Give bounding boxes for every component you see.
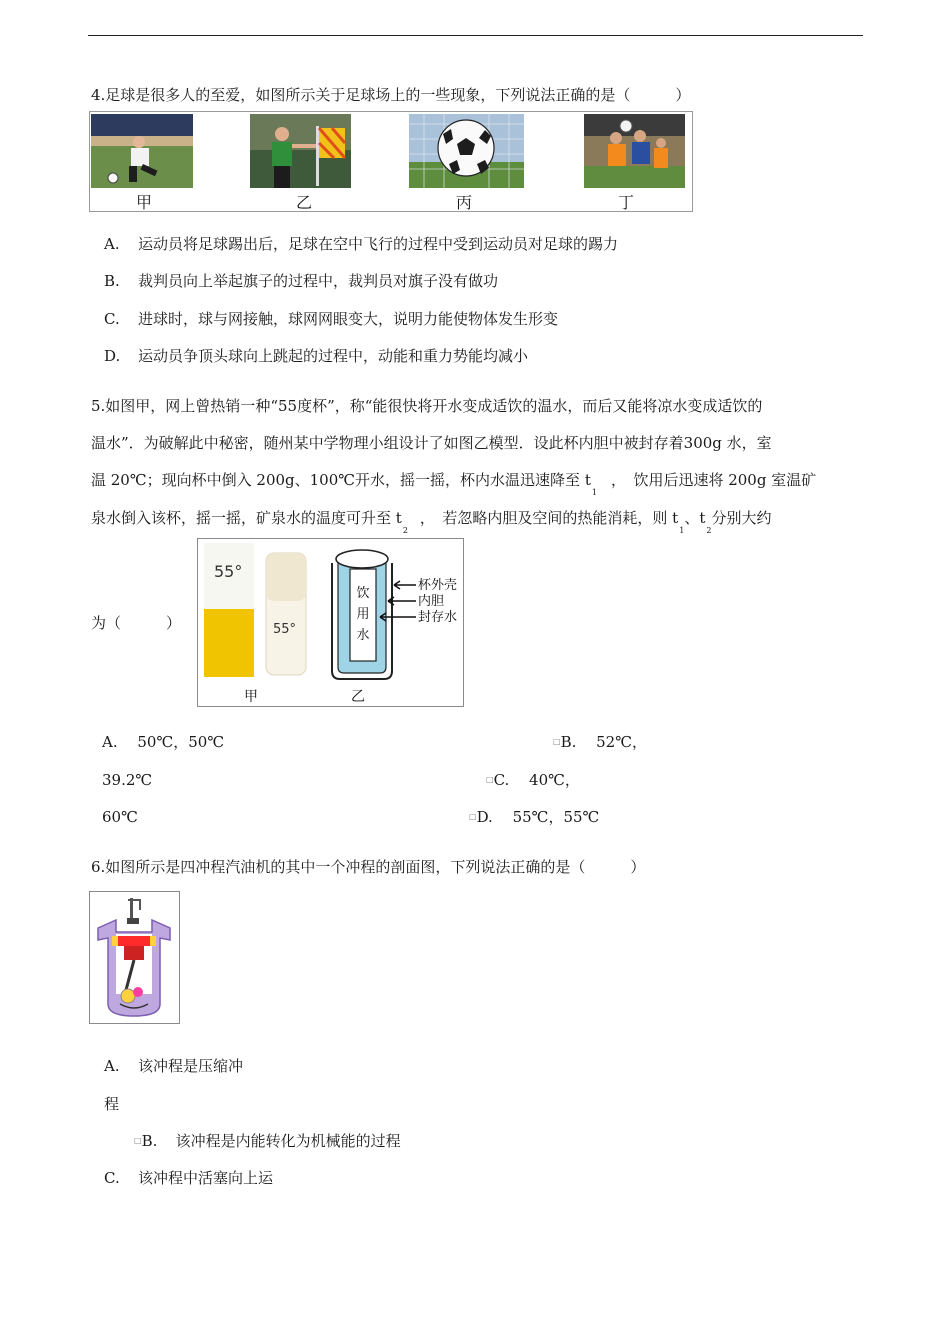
q4-caption-bing: 丙: [456, 193, 473, 212]
option-letter: A.: [104, 235, 120, 253]
q4-photo-yi: [250, 114, 351, 188]
subscript-2: 2: [402, 526, 408, 535]
q4-caption-ding: 丁: [618, 193, 635, 212]
q6-option-a-tail: 程: [104, 1095, 120, 1113]
marker-glyph: □: [134, 1136, 142, 1145]
subscript-2: 2: [706, 526, 712, 535]
option-text: 该冲程是内能转化为机械能的过程: [175, 1132, 401, 1150]
drink-text-3: 水: [356, 628, 370, 643]
q5-stem-line-1: 5.如图甲，网上曾热销一种“55度杯”，称“能很快将开水变成适饮的温水，而后又能将凉水变成适饮的: [91, 397, 763, 415]
q4-option-c: [104, 309, 558, 329]
annotation-sealed-water: 封存水: [418, 610, 458, 625]
q5-figure: [197, 538, 464, 707]
q5-figure-drawing: [198, 539, 463, 706]
q4-option-b: [104, 271, 498, 291]
q4-caption-yi: 乙: [296, 193, 313, 212]
q6-option-a: [104, 1056, 243, 1076]
q6-engine-figure: [89, 891, 180, 1024]
q5-line3-text: 温 20℃；现向杯中倒入 200g、100℃开水，摇一摇，杯内水温迅速降至 t: [91, 471, 591, 489]
option-text: 运动员争顶头球向上跳起的过程中，动能和重力势能均减小: [138, 347, 529, 365]
option-text: 该冲程中活塞向上运: [138, 1169, 274, 1187]
option-letter: B.: [104, 272, 120, 290]
drink-text-2: 用: [356, 607, 370, 622]
cup-label-large: 55°: [214, 562, 243, 581]
q5-caption-jia: 甲: [244, 689, 258, 705]
q4-photo-jia: [91, 114, 193, 188]
q4-photo-bing: [409, 114, 524, 188]
header-rule: [88, 35, 863, 36]
option-letter: C.: [104, 1169, 120, 1187]
q6-option-b: [134, 1131, 401, 1151]
annotation-inner-liner: 内胆: [418, 594, 445, 609]
q6-option-c: [104, 1168, 273, 1188]
q5-line4-text: 泉水倒入该杯，摇一摇，矿泉水的温度可升至 t: [91, 509, 402, 527]
subscript-1: 1: [679, 526, 685, 535]
q4-caption-jia: 甲: [136, 193, 153, 212]
annotation-outer-shell: 杯外壳: [418, 578, 458, 593]
option-text: B. 52℃，: [560, 733, 647, 751]
option-letter: D.: [104, 347, 121, 365]
q5-option-b: [553, 732, 647, 752]
option-letter: C.: [104, 310, 120, 328]
drink-text-1: 饮: [356, 586, 370, 601]
subscript-1: 1: [591, 488, 597, 497]
option-text: C. 40℃，: [493, 771, 580, 789]
marker-glyph: □: [469, 812, 477, 821]
q5-line4-end: 分别大约: [711, 509, 772, 527]
engine-cross-section-drawing: [90, 892, 179, 1023]
option-text: 进球时，球与网接触，球网网眼变大，说明力能使物体发生形变: [138, 310, 559, 328]
q5-option-b-tail: 39.2℃: [102, 771, 153, 789]
q4-option-d: [104, 346, 528, 366]
option-text: 该冲程是压缩冲: [138, 1057, 244, 1075]
marker-glyph: □: [486, 775, 494, 784]
option-text: 裁判员向上举起旗子的过程中，裁判员对旗子没有做功: [138, 272, 499, 290]
option-text: D. 55℃，55℃: [476, 808, 600, 826]
q5-option-c-tail: 60℃: [102, 808, 138, 826]
q5-option-c: [486, 770, 580, 790]
q4-figure-strip: [89, 111, 693, 212]
q5-line3-tail: ， 饮用后迅速将 200g 室温矿: [610, 471, 817, 489]
q5-caption-yi: 乙: [351, 689, 365, 705]
q5-option-a: A. 50℃，50℃: [102, 733, 225, 751]
option-letter: B.: [141, 1132, 158, 1150]
q5-stem-line-3: [91, 470, 816, 497]
cup-label-small: 55°: [273, 622, 297, 637]
q5-stem-line-4: [91, 508, 771, 535]
q5-option-d: [469, 807, 599, 827]
q5-stem-line-5: 为（ ）: [91, 614, 182, 632]
q4-option-a: [104, 234, 618, 254]
q5-stem-line-2: 温水”．为破解此中秘密，随州某中学物理小组设计了如图乙模型．设此杯内胆中被封存着300g 水，室: [91, 434, 772, 452]
q4-stem: 4.足球是很多人的至爱，如图所示关于足球场上的一些现象，下列说法正确的是（ ）: [91, 86, 691, 104]
q6-stem: 6.如图所示是四冲程汽油机的其中一个冲程的剖面图，下列说法正确的是（ ）: [91, 858, 646, 876]
q4-photo-ding: [584, 114, 685, 188]
marker-glyph: □: [553, 737, 561, 746]
option-text: 运动员将足球踢出后，足球在空中飞行的过程中受到运动员对足球的踢力: [138, 235, 619, 253]
option-letter: A.: [104, 1057, 120, 1075]
q5-line4-mid: ， 若忽略内胆及空间的热能消耗，则 t: [419, 509, 679, 527]
q5-line4-sep: 、t: [684, 509, 706, 527]
